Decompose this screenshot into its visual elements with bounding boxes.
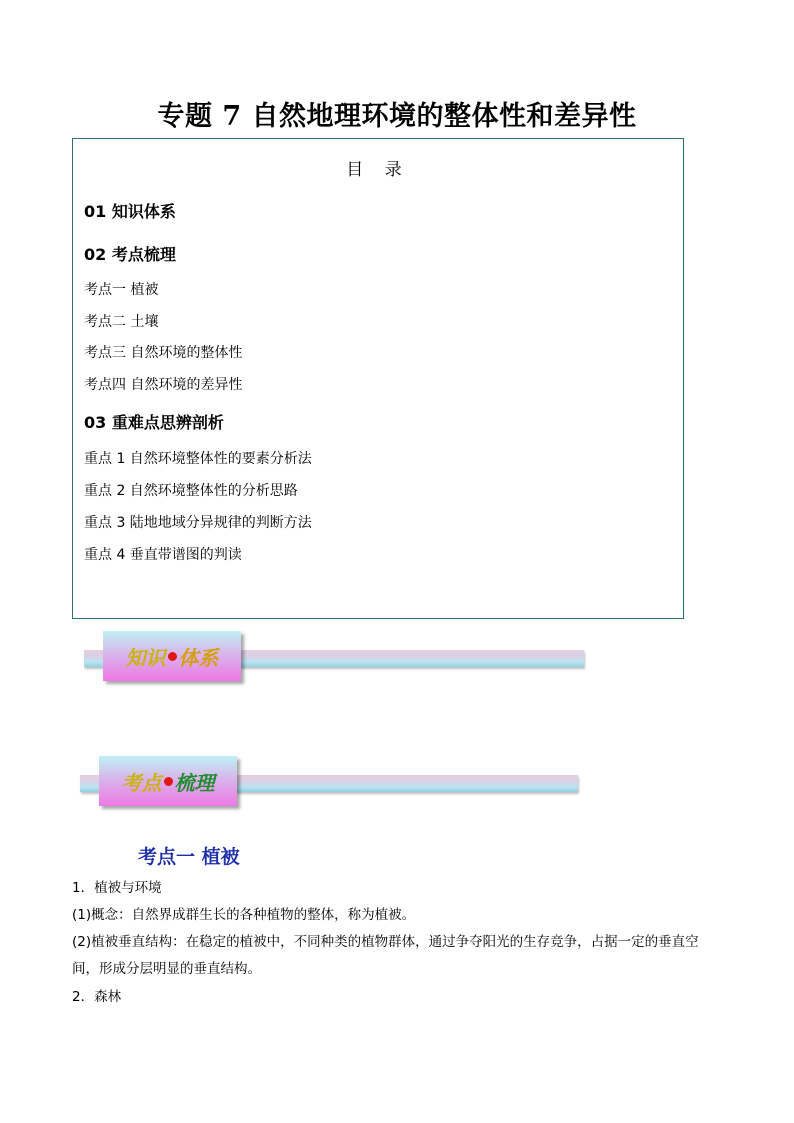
toc-item-vegetation[interactable]: 考点一 植被 bbox=[84, 282, 159, 298]
banner-word-2: 体系 bbox=[178, 645, 219, 670]
toc-heading: 目 录 bbox=[346, 160, 410, 180]
paragraph-vertical-structure-line2: 间，形成分层明显的垂直结构。 bbox=[72, 961, 261, 977]
banner-word-1: 知识 bbox=[125, 645, 166, 670]
toc-item-soil[interactable]: 考点二 土壤 bbox=[84, 314, 159, 330]
paragraph-vertical-structure-line1: (2)植被垂直结构：在稳定的植被中，不同种类的植物群体，通过争夺阳光的生存竞争，占据一定的垂直空 bbox=[72, 934, 699, 950]
dot-icon bbox=[164, 777, 173, 786]
banner-word-2: 梳理 bbox=[174, 770, 215, 795]
heading-vegetation-environment: 1．植被与环境 bbox=[72, 880, 162, 896]
banner-tag bbox=[99, 756, 237, 806]
toc-item-key-points[interactable]: 02 考点梳理 bbox=[84, 245, 176, 264]
paragraph-concept: (1)概念：自然界成群生长的各种植物的整体，称为植被。 bbox=[72, 907, 416, 923]
heading-forest: 2．森林 bbox=[72, 989, 122, 1005]
toc-item-focus-2[interactable]: 重点 2 自然环境整体性的分析思路 bbox=[84, 483, 298, 499]
toc-item-focus-1[interactable]: 重点 1 自然环境整体性的要素分析法 bbox=[84, 451, 312, 467]
dot-icon bbox=[168, 652, 177, 661]
banner-tag bbox=[103, 631, 241, 681]
banner-word-1: 考点 bbox=[121, 770, 162, 795]
toc-item-differentiation[interactable]: 考点四 自然环境的差异性 bbox=[84, 377, 243, 393]
toc-item-focus-3[interactable]: 重点 3 陆地地域分异规律的判断方法 bbox=[84, 515, 312, 531]
toc-item-difficult-points[interactable]: 03 重难点思辨剖析 bbox=[84, 413, 224, 432]
toc-item-integrity[interactable]: 考点三 自然环境的整体性 bbox=[84, 345, 243, 361]
toc-item-focus-4[interactable]: 重点 4 垂直带谱图的判读 bbox=[84, 547, 242, 563]
section-title: 考点一 植被 bbox=[138, 846, 240, 868]
toc-item-knowledge-system[interactable]: 01 知识体系 bbox=[84, 202, 176, 221]
table-of-contents bbox=[72, 138, 684, 619]
document-title: 专题 7 自然地理环境的整体性和差异性 bbox=[157, 101, 637, 132]
